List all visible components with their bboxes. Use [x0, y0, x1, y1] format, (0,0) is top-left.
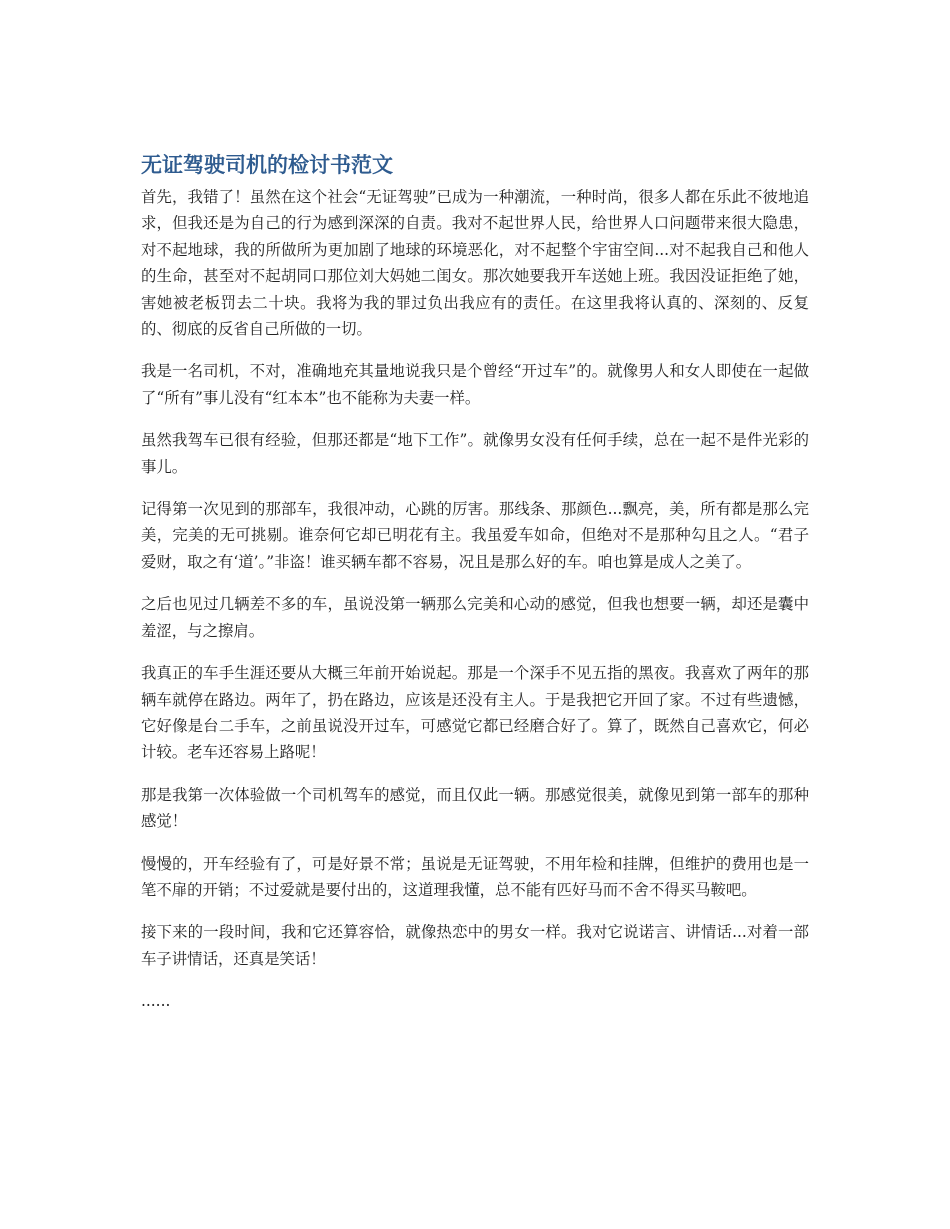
paragraph-4: 记得第一次见到的那部车，我很冲动，心跳的厉害。那线条、那颜色...飘亮，美，所有都是那么完美，完美的无可挑剔。谁奈何它却已明花有主。我虽爱车如命，但绝对不是那种勾且之人。“君子爱财，取之有‘道’。”非盗！谁买辆车都不容易，况且是那么好的车。咱也算是成人之美了。: [141, 500, 809, 571]
paragraph-2: 我是一名司机，不对，准确地充其量地说我只是个曾经“开过车”的。就像男人和女人即使在一起做了“所有”事儿没有“红本本”也不能称为夫妻一样。: [141, 362, 809, 407]
paragraph-5: 之后也见过几辆差不多的车，虽说没第一辆那么完美和心动的感觉，但我也想要一辆，却还是囊中羞涩，与之擦肩。: [141, 595, 809, 640]
paragraph-1: 首先，我错了！虽然在这个社会“无证驾驶”已成为一种潮流，一种时尚，很多人都在乐此不彼地追求，但我还是为自己的行为感到深深的自责。我对不起世界人民，给世界人口问题带来很大隐患，对不起地球，我的所做所为更加剧了地球的环境恶化，对不起整个宇宙空间...对不起我自己和他人的生命，甚至对不起胡同口那位刘大妈她二闺女。那次她要我开车送她上班。我因没证拒绝了她，害她被老板罚去二十块。我将为我的罪过负出我应有的责任。在这里我将认真的、深刻的、反复的、彻底的反省自己所做的一切。: [141, 188, 809, 339]
document-title: 无证驾驶司机的检讨书范文: [141, 153, 393, 177]
ellipsis-paragraph: ......: [141, 992, 171, 1011]
paragraph-3: 虽然我驾车已很有经验，但那还都是“地下工作”。就像男女没有任何手续，总在一起不是件光彩的事儿。: [141, 431, 809, 476]
paragraph-9: 接下来的一段时间，我和它还算容恰，就像热恋中的男女一样。我对它说诺言、讲情话...对着一部车子讲情话，还真是笑话！: [141, 923, 809, 968]
paragraph-7: 那是我第一次体验做一个司机驾车的感觉，而且仅此一辆。那感觉很美，就像见到第一部车的那种感觉！: [141, 785, 809, 831]
paragraph-6: 我真正的车手生涯还要从大概三年前开始说起。那是一个深手不见五指的黑夜。我喜欢了两年的那辆车就停在路边。两年了，扔在路边，应该是还没有主人。于是我把它开回了家。不过有些遗憾，它好像是台二手车，之前虽说没开过车，可感觉它都已经磨合好了。算了，既然自己喜欢它，何必计较。老车还容易上路呢！: [141, 664, 809, 762]
paragraph-8: 慢慢的，开车经验有了，可是好景不常；虽说是无证驾驶，不用年检和挂牌，但维护的费用也是一笔不扉的开销；不过爱就是要付出的，这道理我懂，总不能有匹好马而不舍不得买马鞍吧。: [141, 854, 809, 899]
document-content: [141, 150, 809, 1031]
